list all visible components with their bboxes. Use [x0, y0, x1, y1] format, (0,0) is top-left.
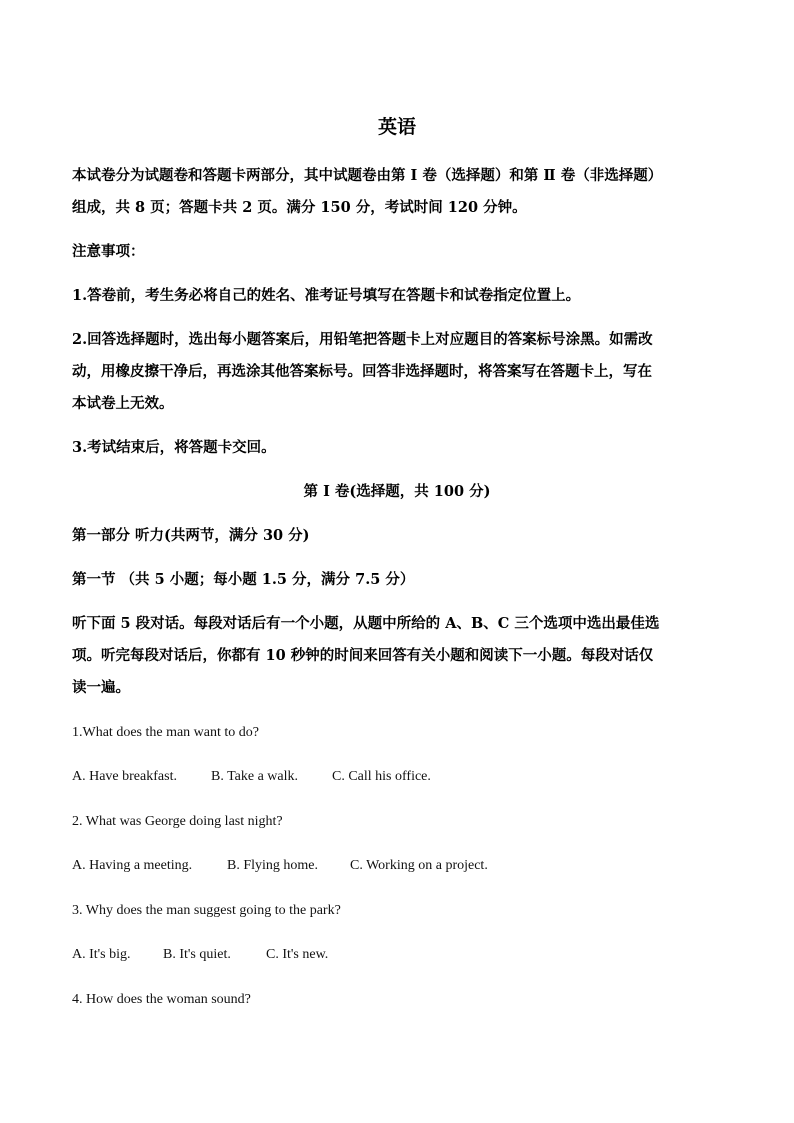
notes-heading: 注意事项：	[72, 243, 145, 260]
note-1: 1.答卷前，考生务必将自己的姓名、准考证号填写在答题卡和试卷指定位置上。	[72, 287, 581, 304]
page-title: 英语	[377, 116, 416, 138]
question-2-options	[72, 856, 722, 876]
question-1-option-c: C. Call his office.	[332, 769, 431, 784]
directions-line-3: 读一遍。	[72, 679, 130, 696]
question-4-stem: 4. How does the woman sound?	[72, 992, 251, 1007]
question-2-stem: 2. What was George doing last night?	[72, 814, 283, 829]
question-3-option-a: A. It's big.	[72, 947, 131, 962]
question-3-option-b: B. It's quiet.	[163, 947, 231, 962]
question-1-options	[72, 767, 722, 787]
question-3-stem: 3. Why does the man suggest going to the park?	[72, 903, 341, 918]
volume-title: 第 I 卷(选择题，共 100 分)	[303, 483, 491, 500]
note-3: 3.考试结束后，将答题卡交回。	[72, 439, 276, 456]
intro-line-2: 组成，共 8 页；答题卡共 2 页。满分 150 分，考试时间 120 分钟。	[72, 199, 527, 216]
question-1-option-a: A. Have breakfast.	[72, 769, 177, 784]
note-2-line-2: 动，用橡皮擦干净后，再选涂其他答案标号。回答非选择题时，将答案写在答题卡上，写在	[72, 363, 652, 380]
question-1-stem: 1.What does the man want to do?	[72, 725, 260, 740]
question-2-option-b: B. Flying home.	[227, 858, 319, 873]
directions-line-1: 听下面 5 段对话。每段对话后有一个小题，从题中所给的 A、B、C 三个选项中选出最佳选	[72, 615, 660, 632]
section-title: 第一节 （共 5 小题；每小题 1.5 分，满分 7.5 分）	[72, 571, 415, 588]
question-2-option-c: C. Working on a project.	[350, 858, 488, 873]
directions-line-2: 项。听完每段对话后，你都有 10 秒钟的时间来回答有关小题和阅读下一小题。每段对话仅	[72, 647, 654, 664]
note-2-line-1: 2.回答选择题时，选出每小题答案后，用铅笔把答题卡上对应题目的答案标号涂黑。如需改	[72, 331, 653, 348]
question-2-option-a: A. Having a meeting.	[72, 858, 193, 873]
intro-line-1: 本试卷分为试题卷和答题卡两部分，其中试题卷由第 I 卷（选择题）和第 Ⅱ 卷（非选择题）	[72, 167, 663, 184]
note-2-line-3: 本试卷上无效。	[72, 395, 174, 412]
question-3-option-c: C. It's new.	[266, 947, 329, 962]
question-3-options	[72, 945, 722, 965]
question-1-option-b: B. Take a walk.	[211, 769, 299, 784]
part-title: 第一部分 听力(共两节，满分 30 分)	[72, 527, 310, 544]
